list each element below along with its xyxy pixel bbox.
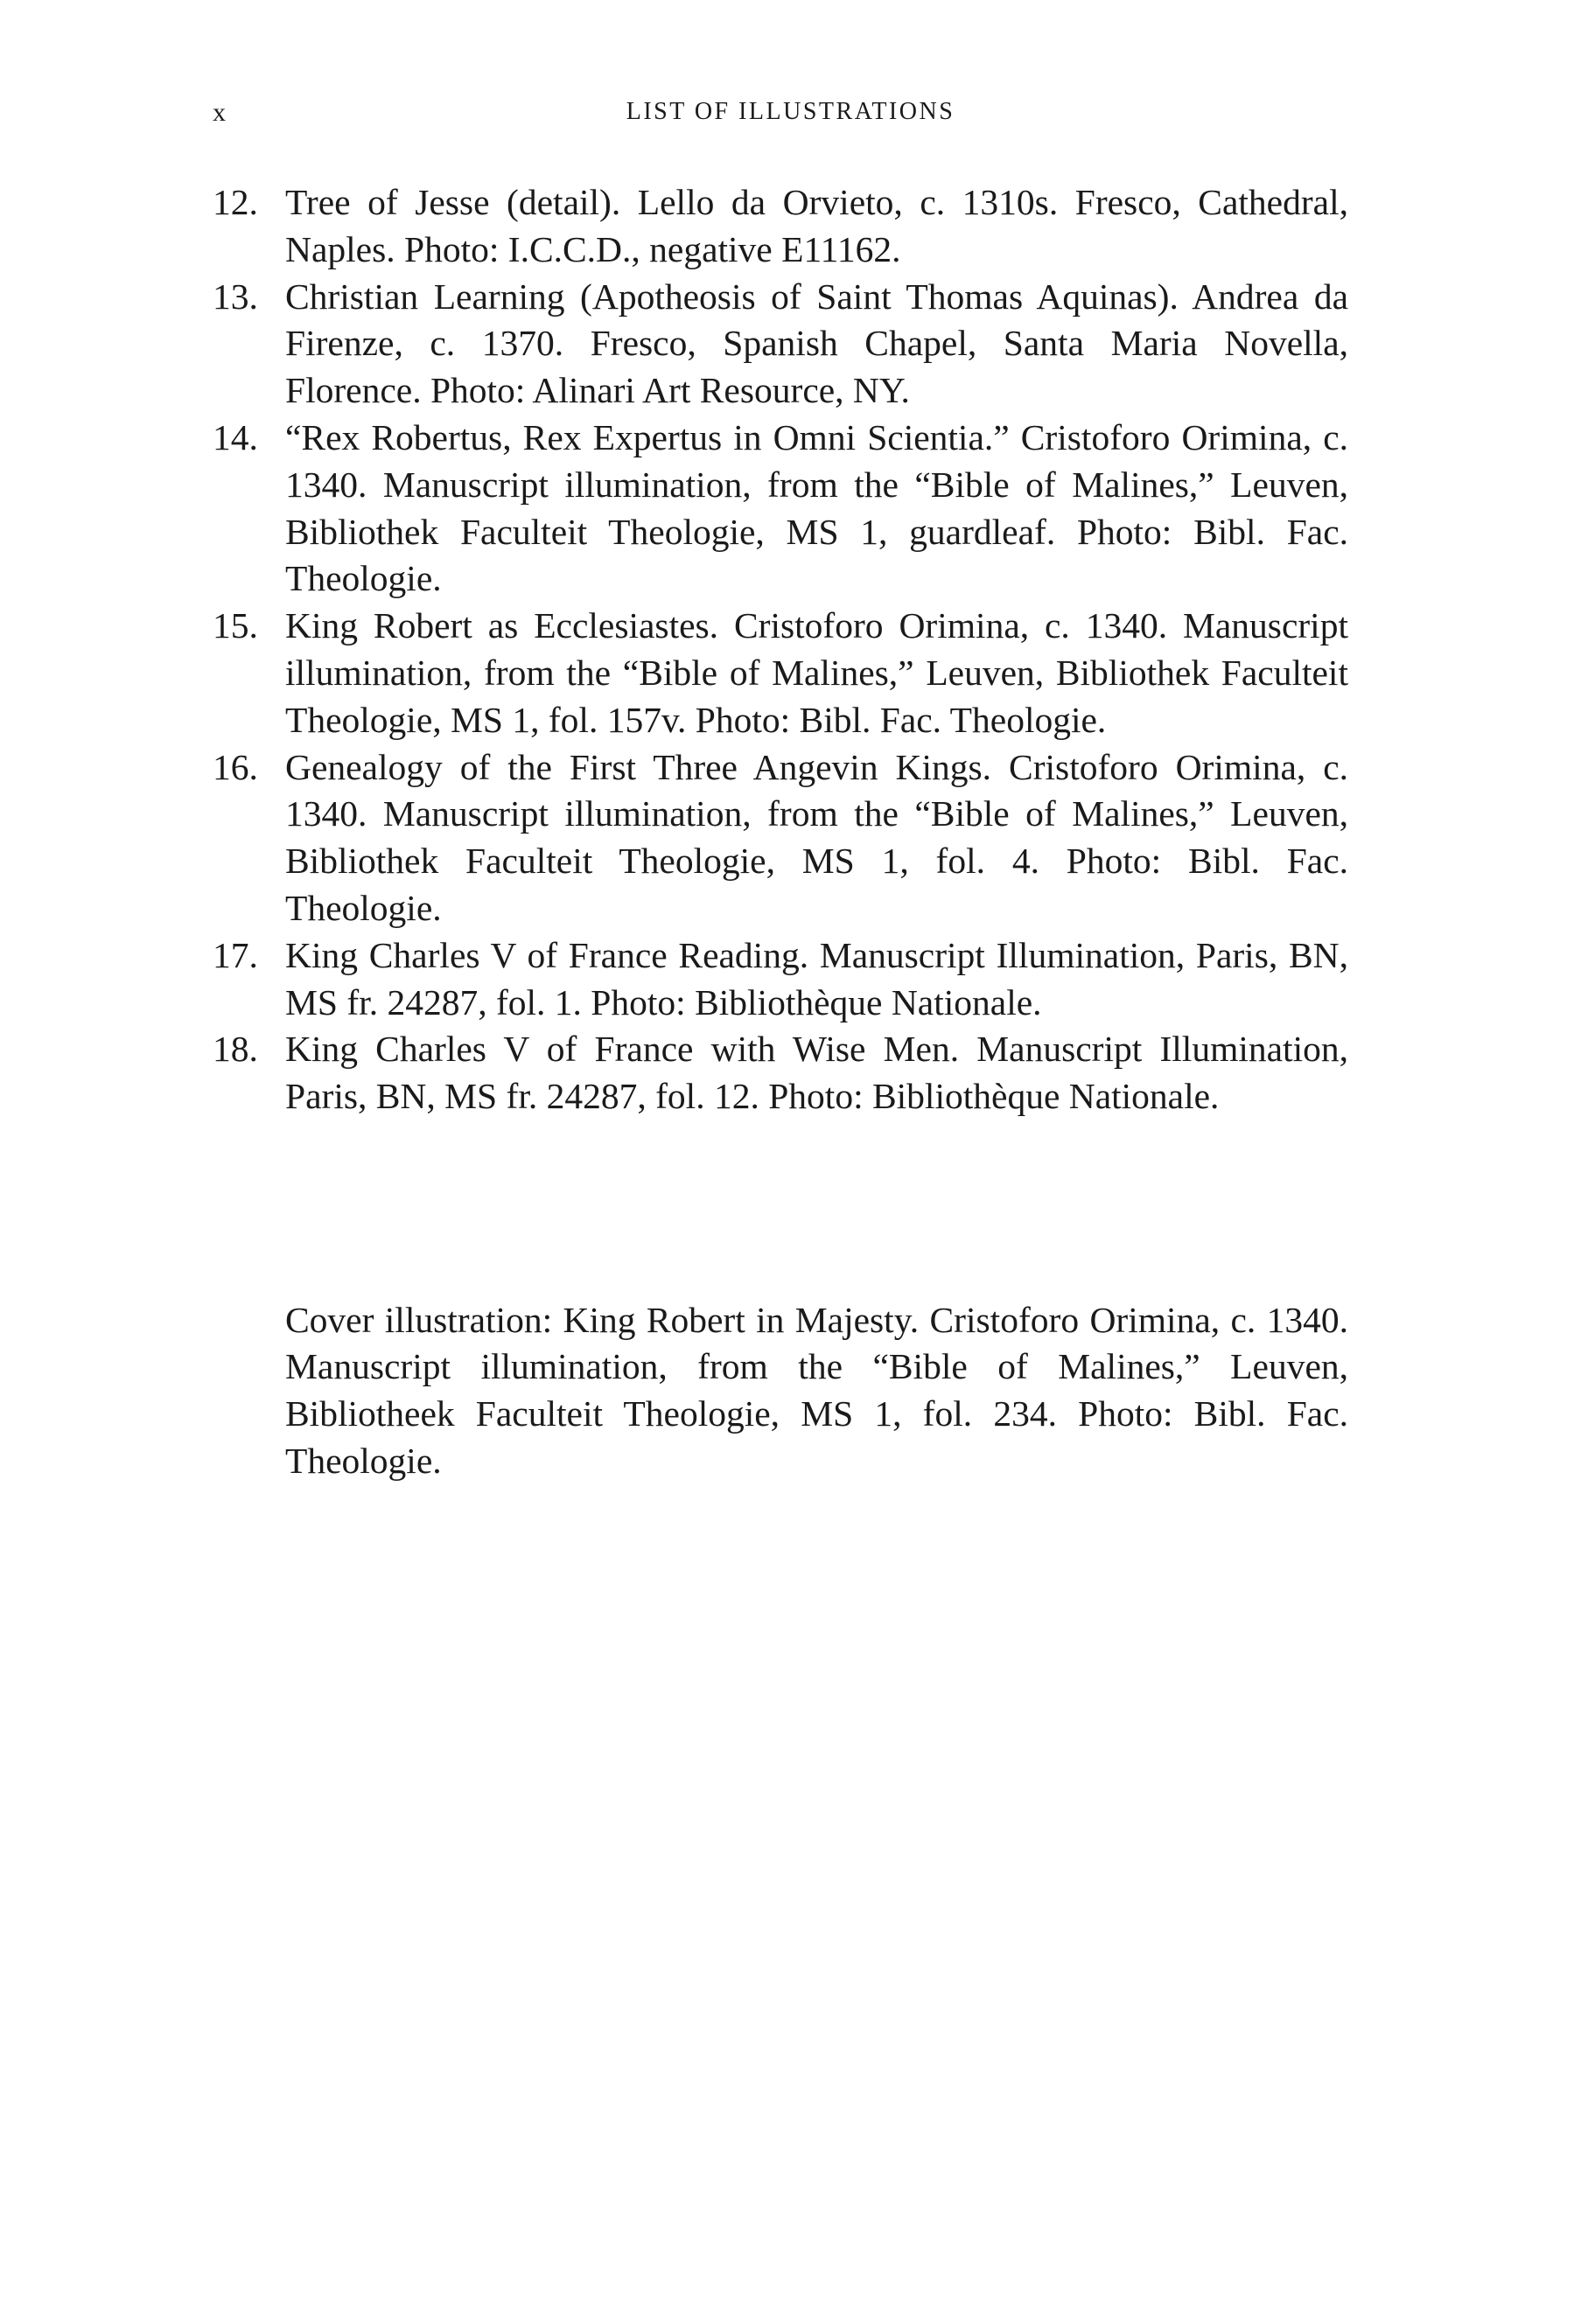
list-item [213,415,1348,603]
page-number: x [213,98,227,127]
item-number: 13. [213,276,258,317]
item-text: Christian Learning (Apotheosis of Saint Thomas Aquinas). Andrea da Firenze, c. 1370. Fresco, Spanish Chapel, Santa Maria Novella, Florence. Photo: Alinari Art Resource, NY. [285,276,1348,411]
item-text: “Rex Robertus, Rex Expertus in Omni Scientia.” Cristoforo Orimina, c. 1340. Manuscript illumination, from the “Bible of Malines,” Leuven, Bibliothek Faculteit Theologie, MS 1, guardleaf. Photo: Bibl. Fac. Theologie. [285,416,1348,599]
cover-illustration-note: Cover illustration: King Robert in Majesty. Cristoforo Orimina, c. 1340. Manuscript illumination, from the “Bible of Malines,” Leuven, Bibliotheek Faculteit Theologie, MS 1, fol. 234. Photo: Bibl. Fac. Theologie. [285,1299,1348,1481]
item-number: 17. [213,934,258,975]
item-text: Genealogy of the First Three Angevin Kings. Cristoforo Orimina, c. 1340. Manuscript illumination, from the “Bible of Malines,” Leuven, Bibliothek Faculteit Theologie, MS 1, fol. 4. Photo: Bibl. Fac. Theologie. [285,746,1348,928]
page-title: LIST OF ILLUSTRATIONS [626,98,955,125]
item-number: 16. [213,746,258,787]
list-item [213,1026,1348,1120]
item-number: 18. [213,1029,258,1070]
item-text: Tree of Jesse (detail). Lello da Orvieto, c. 1310s. Fresco, Cathedral, Naples. Photo: I.C.C.D., negative E11162. [285,182,1348,269]
item-text: King Robert as Ecclesiastes. Cristoforo Orimina, c. 1340. Manuscript illumination, from the “Bible of Malines,” Leuven, Bibliothek Faculteit Theologie, MS 1, fol. 157v. Photo: Bibl. Fac. Theologie. [285,605,1348,740]
item-number: 14. [213,416,258,457]
running-head [0,98,1581,133]
list-item [213,603,1348,743]
list-item [213,274,1348,415]
list-item [213,744,1348,932]
list-item [213,179,1348,274]
list-item [213,932,1348,1027]
item-number: 12. [213,182,258,222]
item-text: King Charles V of France Reading. Manuscript Illumination, Paris, BN, MS fr. 24287, fol. 1. Photo: Bibliothèque Nationale. [285,934,1348,1022]
item-text: King Charles V of France with Wise Men. Manuscript Illumination, Paris, BN, MS fr. 24287, fol. 12. Photo: Bibliothèque Nationale. [285,1029,1348,1117]
item-number: 15. [213,605,258,646]
illustration-list [213,179,1348,1120]
